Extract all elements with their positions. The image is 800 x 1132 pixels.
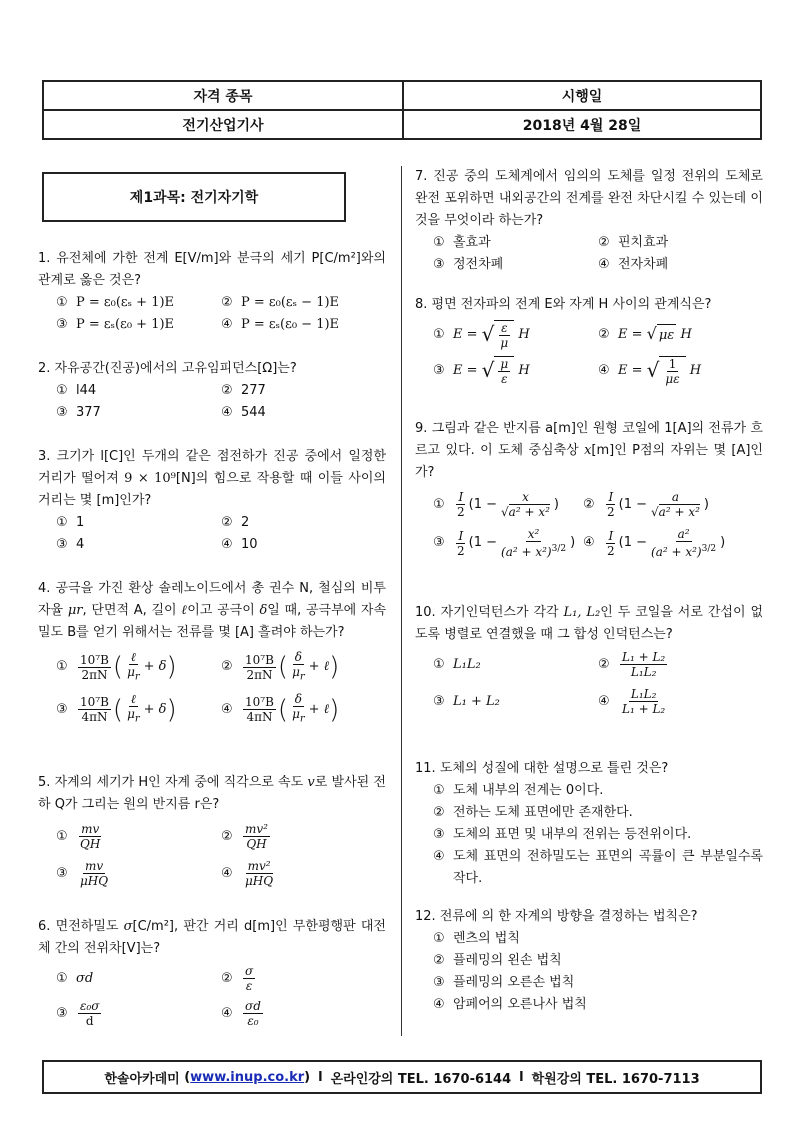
option-1[interactable]: ① L₁L₂ bbox=[433, 656, 481, 672]
option-1[interactable]: ① P = ε₀(εₛ + 1)E bbox=[56, 295, 175, 310]
header-col1-title: 자격 종목 bbox=[43, 81, 403, 110]
option-1[interactable]: ① 렌츠의 법칙 bbox=[433, 931, 520, 946]
question-text: 7. 진공 중의 도체계에서 임의의 도체를 일정 전위의 도체로 완전 포위하면 내외공간의 전계를 완전 차단시킬 수 있는데 이것을 무엇이라 하는가? bbox=[415, 169, 763, 228]
question-text: 4. 공극을 가진 환상 솔레노이드에서 총 권수 N, 철심의 비투자율 μr, 단면적 A, 길이 ℓ이고 공극이 δ일 때, 공극부에 자속밀도 B를 얻기 위해서는 전류를 몇 [A] 흘려야 하는가? bbox=[38, 581, 387, 640]
question-2 bbox=[38, 358, 386, 424]
option-2[interactable]: ② 277 bbox=[221, 383, 266, 398]
option-1[interactable]: ① σd bbox=[56, 970, 94, 986]
question-text: 10. 자기인덕턴스가 각각 L₁, L₂인 두 코일을 서로 간섭이 없도록 병렬로 연결했을 때 그 합성 인덕턴스는? bbox=[415, 605, 763, 642]
academy-link[interactable]: www.inup.co.kr bbox=[190, 1069, 305, 1085]
column-divider bbox=[401, 166, 402, 1036]
option-1[interactable]: ① E = √ ε μ H bbox=[433, 321, 530, 350]
option-1[interactable]: ① I 2 (1 − $\frac{x}{\text{√a² + x²}}$ ) bbox=[433, 490, 559, 519]
question-6 bbox=[38, 916, 386, 1028]
option-2[interactable]: ② I 2 (1 − $\frac{a}{\text{√a² + x²}}$ ) bbox=[583, 490, 709, 519]
option-3[interactable]: ③ I 2 (1 − $\frac{\text{x²}}{(a^2 + x^2)^{3/2}}$ ) bbox=[433, 527, 576, 559]
option-2[interactable]: ② 플레밍의 왼손 법칙 bbox=[433, 953, 562, 968]
option-2[interactable]: ② L₁ + L₂ L₁L₂ bbox=[598, 650, 666, 679]
option-4[interactable]: ④ P = εₛ(ε₀ − 1)E bbox=[221, 317, 340, 332]
footer-bar: 한솔아카데미 ( www.inup.co.kr ) l 온라인강의 TEL. 1670-6144 l 학원강의 TEL. 1670-7113 bbox=[42, 1060, 762, 1094]
question-9 bbox=[415, 418, 763, 559]
option-3[interactable]: ③ mv μHQ bbox=[56, 859, 109, 888]
option-1[interactable]: ① mv QH bbox=[56, 822, 101, 851]
question-text: 12. 전류에 의 한 자계의 방향을 결정하는 법칙은? bbox=[415, 909, 698, 924]
question-text: 8. 평면 전자파의 전계 E와 자계 H 사이의 관계식은? bbox=[415, 297, 712, 312]
option-3[interactable]: ③ ε₀σ d bbox=[56, 999, 100, 1028]
exam-date: 2018년 4월 28일 bbox=[403, 110, 761, 139]
online-phone: 온라인강의 TEL. 1670-6144 bbox=[330, 1071, 512, 1087]
subject-title: 제1과목: 전기자기학 bbox=[42, 172, 346, 222]
option-2[interactable]: ② E = √ με H bbox=[598, 320, 763, 350]
question-4 bbox=[38, 578, 386, 727]
header-col2-title: 시행일 bbox=[403, 81, 761, 110]
option-1[interactable]: ① 10⁷B 2πN ( ℓ $\mu_r$ + δ ) bbox=[56, 650, 177, 683]
option-4[interactable]: ④ 전자차폐 bbox=[598, 257, 669, 272]
option-2[interactable]: ② 2 bbox=[221, 515, 250, 530]
option-3[interactable]: ③ 플레밍의 오른손 법칙 bbox=[433, 975, 575, 990]
option-3[interactable]: ③ 10⁷B 4πN ( ℓ $\mu_r$ + δ ) bbox=[56, 692, 177, 725]
option-3[interactable]: ③ 377 bbox=[56, 405, 101, 420]
question-8 bbox=[415, 294, 763, 386]
offline-phone: 학원강의 TEL. 1670-7113 bbox=[531, 1071, 700, 1087]
question-11 bbox=[415, 758, 763, 890]
option-3[interactable]: ③ 정전차폐 bbox=[433, 257, 504, 272]
option-4[interactable]: ④ 도체 표면의 전하밀도는 표면의 곡률이 큰 부분일수록 작다. bbox=[433, 849, 763, 886]
option-4[interactable]: ④ 10⁷B 4πN ( δ $\mu_r$ + ℓ ) bbox=[221, 692, 340, 725]
option-2[interactable]: ② 전하는 도체 표면에만 존재한다. bbox=[433, 805, 633, 820]
question-text: 5. 자계의 세기가 H인 자계 중에 직각으로 속도 v로 발사된 전하 Q가 그리는 원의 반지름 r은? bbox=[38, 775, 386, 812]
option-3[interactable]: ③ 도체의 표면 및 내부의 전위는 등전위이다. bbox=[433, 827, 692, 842]
question-7 bbox=[415, 166, 763, 276]
option-2[interactable]: ② P = ε₀(εₛ − 1)E bbox=[221, 295, 340, 310]
option-1[interactable]: ① l44 bbox=[56, 383, 97, 398]
question-1 bbox=[38, 248, 386, 336]
option-3[interactable]: ③ L₁ + L₂ bbox=[433, 693, 500, 709]
option-4[interactable]: ④ σd ε₀ bbox=[221, 999, 261, 1028]
option-4[interactable]: ④ E = √ 1 με H bbox=[598, 357, 702, 386]
option-2[interactable]: ② 핀치효과 bbox=[598, 235, 669, 250]
option-2[interactable]: ② σ ε bbox=[221, 964, 254, 993]
question-text: 11. 도체의 성질에 대한 설명으로 틀린 것은? bbox=[415, 761, 669, 776]
exam-header-table bbox=[42, 80, 762, 140]
option-2[interactable]: ② 10⁷B 2πN ( δ $\mu_r$ + ℓ ) bbox=[221, 650, 340, 683]
question-3 bbox=[38, 446, 386, 556]
option-4[interactable]: ④ 544 bbox=[221, 405, 266, 420]
question-text: 3. 크기가 l[C]인 두개의 같은 점전하가 진공 중에서 일정한 거리가 떨어져 9 × 10⁹[N]의 힘으로 작용할 때 이들 사이의 거리는 몇 [m]인가? bbox=[38, 449, 386, 508]
option-2[interactable]: ② mv² QH bbox=[221, 822, 268, 851]
option-4[interactable]: ④ 10 bbox=[221, 537, 258, 552]
option-3[interactable]: ③ E = √ μ ε H bbox=[433, 357, 530, 386]
question-10 bbox=[415, 602, 763, 716]
question-text: 1. 유전체에 가한 전계 E[V/m]와 분극의 세기 P[C/m²]와의 관계로 옳은 것은? bbox=[38, 251, 386, 288]
academy-name: 한솔아카데미 bbox=[104, 1071, 180, 1087]
option-1[interactable]: ① 1 bbox=[56, 515, 85, 530]
option-4[interactable]: ④ I 2 (1 − $\frac{\text{a²}}{(a^2 + x^2)^{3/2}}$ ) bbox=[583, 527, 726, 559]
option-4[interactable]: ④ L₁L₂ L₁ + L₂ bbox=[598, 687, 666, 716]
question-text: 2. 자유공간(진공)에서의 고유임피던스[Ω]는? bbox=[38, 361, 297, 376]
question-text: 9. 그림과 같은 반지름 a[m]인 원형 코일에 1[A]의 전류가 흐르고 있다. 이 도체 중심축상 x[m]인 P점의 자위는 몇 [A]인가? bbox=[415, 421, 763, 480]
option-4[interactable]: ④ mv² μHQ bbox=[221, 859, 274, 888]
question-5 bbox=[38, 772, 386, 888]
question-12 bbox=[415, 906, 763, 1016]
question-text: 6. 면전하밀도 σ[C/m²], 판간 거리 d[m]인 무한평행판 대전체 간의 전위차[V]는? bbox=[38, 919, 386, 956]
option-3[interactable]: ③ 4 bbox=[56, 537, 85, 552]
exam-name: 전기산업기사 bbox=[43, 110, 403, 139]
option-1[interactable]: ① 홀효과 bbox=[433, 235, 491, 250]
option-1[interactable]: ① 도체 내부의 전계는 0이다. bbox=[433, 783, 604, 798]
option-4[interactable]: ④ 암페어의 오른나사 법칙 bbox=[433, 997, 587, 1012]
option-3[interactable]: ③ P = εₛ(ε₀ + 1)E bbox=[56, 317, 175, 332]
